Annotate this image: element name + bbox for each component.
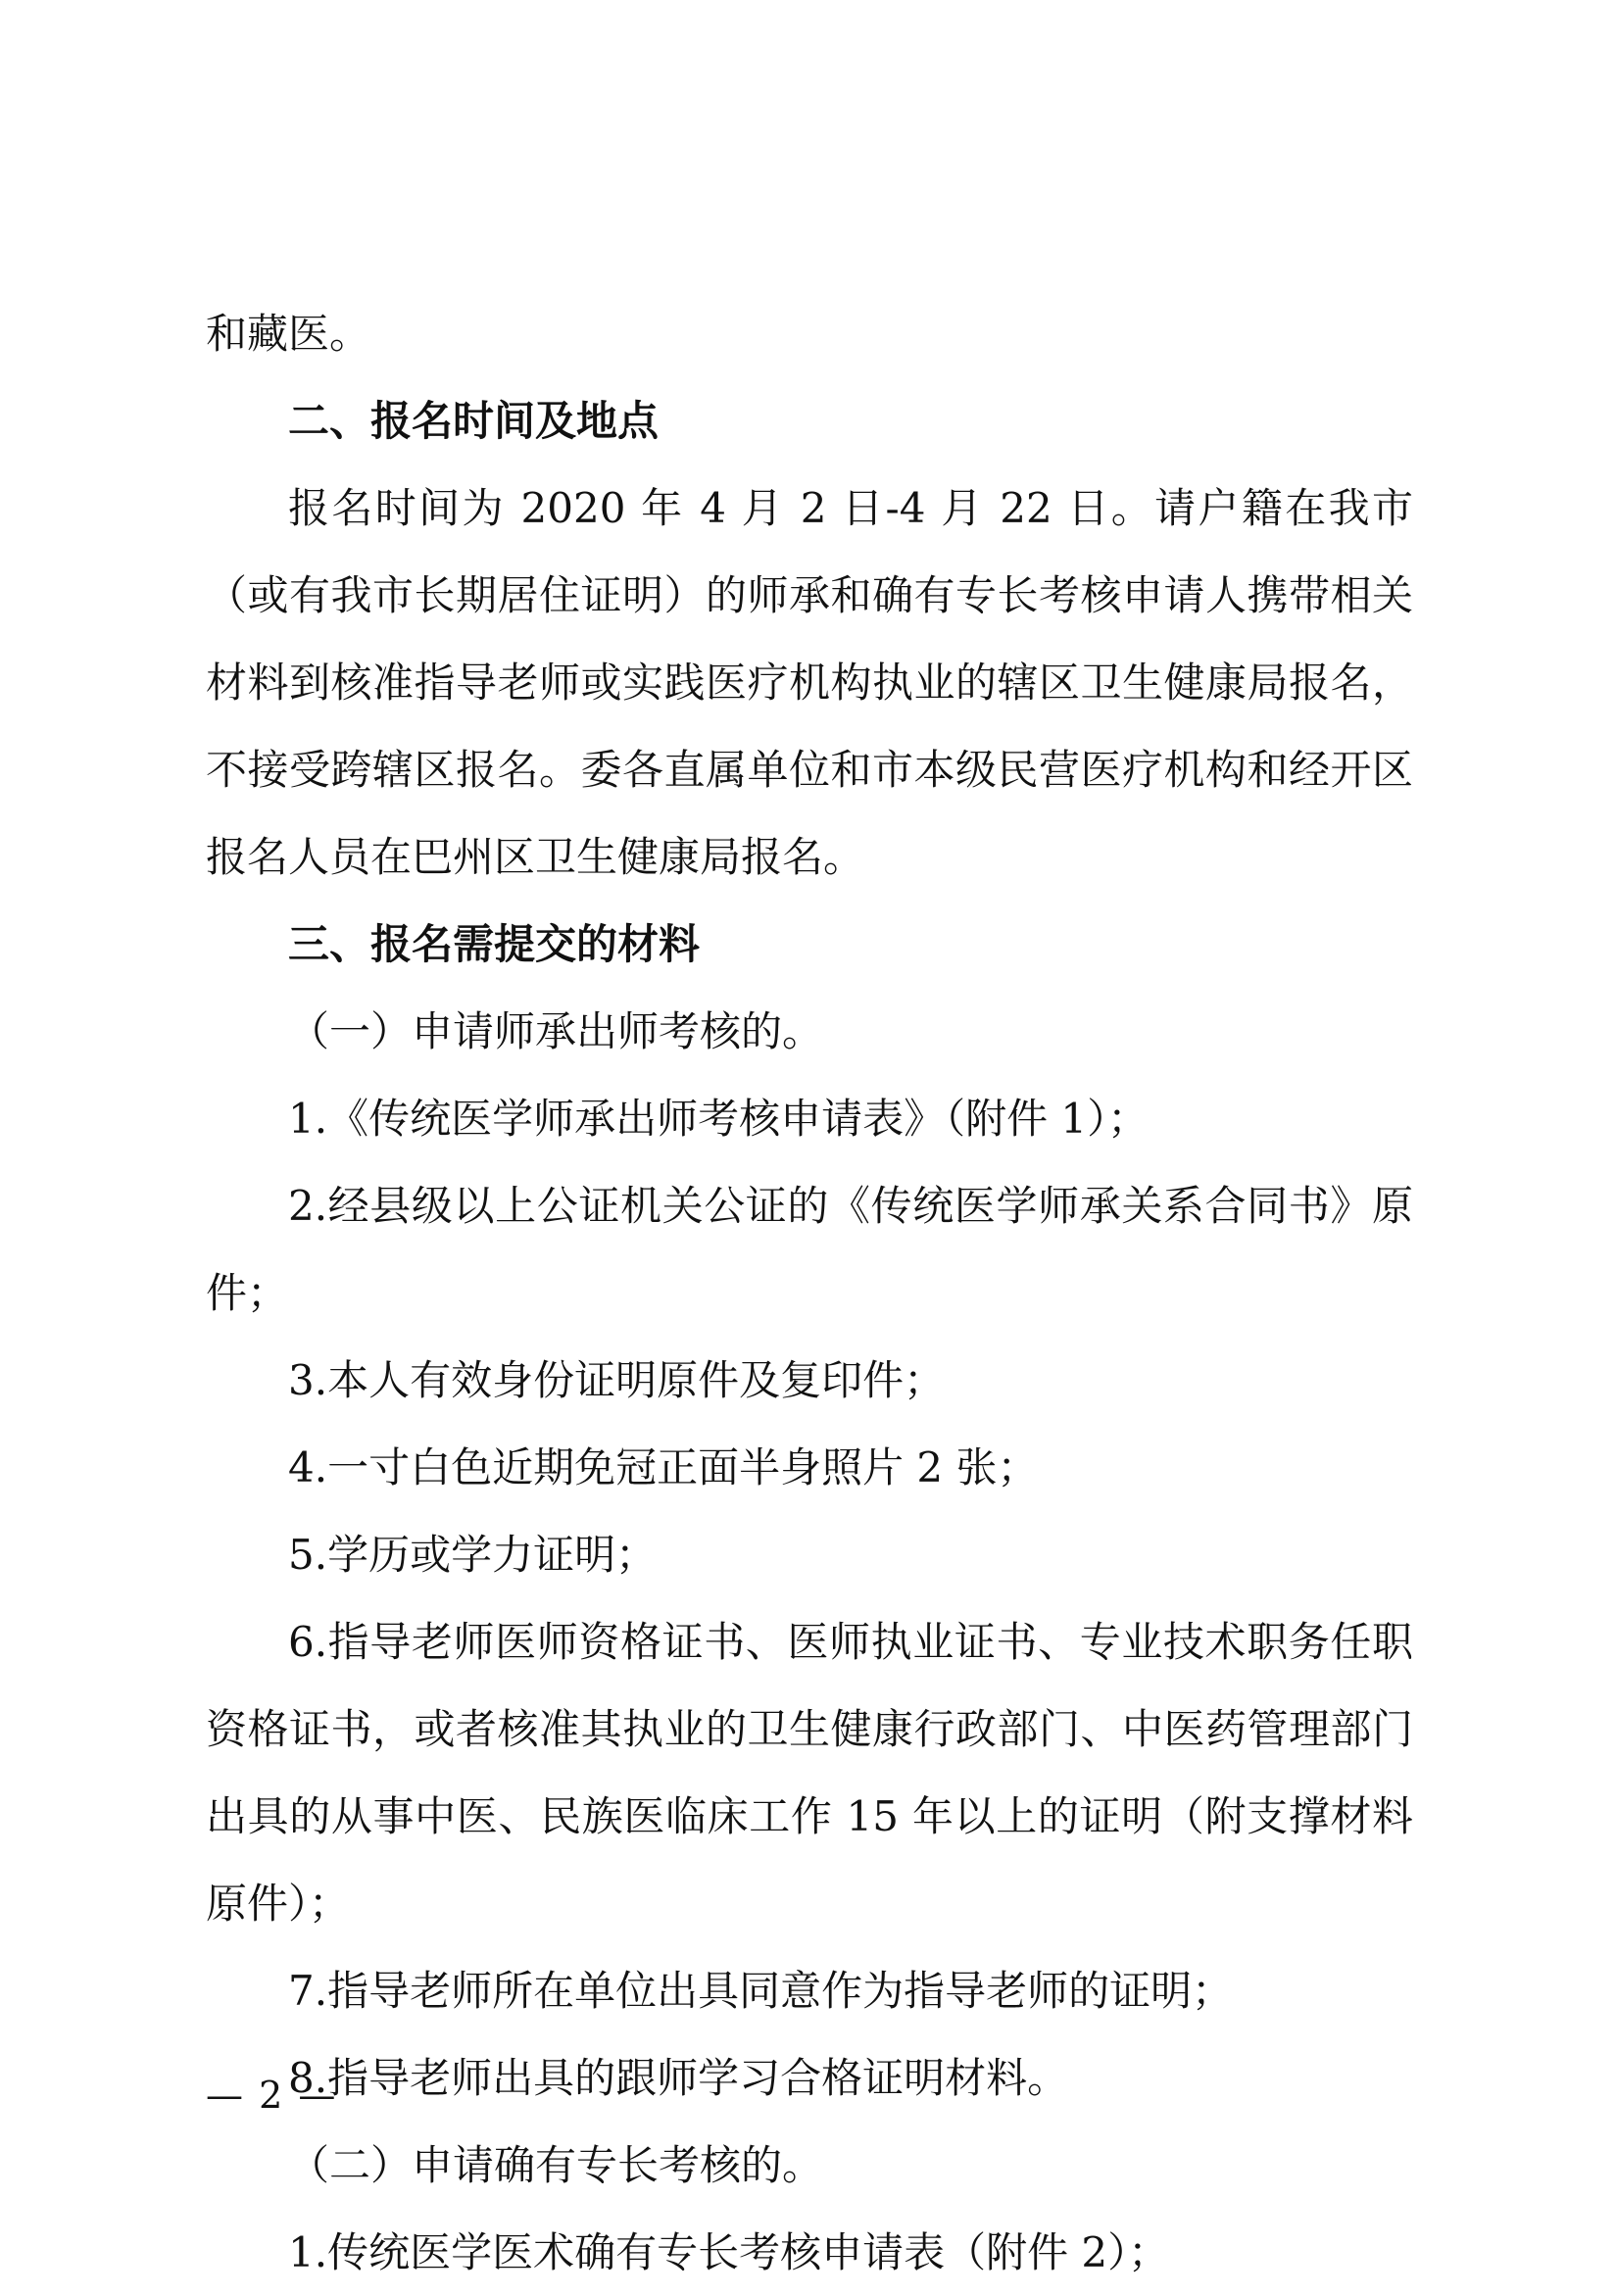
subsection-heading: （二）申请确有专长考核的。 [288,2141,824,2189]
list-item: 3.本人有效身份证明原件及复印件； [288,1356,946,1404]
list-item: 1.《传统医学师承出师考核申请表》（附件 1）； [288,1095,1150,1143]
paragraph: 报名时间为 2020 年 4 月 2 日-4 月 22 日。请户籍在我市（或有我市长期居住证明）的师承和确有专长考核申请人携带相关材料到核准指导老师或实践医疗机构执业的辖区卫生健康局报名，不接受跨辖区报名。委各直属单位和市本级民营医疗机构和经开区报名人员在巴州区卫生健康局报名。 [206,484,1413,881]
document-body [206,290,1413,2296]
list-item: 1.传统医学医术确有专长考核申请表（附件 2）； [288,2228,1170,2276]
list-item: 2.经县级以上公证机关公证的《传统医学师承关系合同书》原件； [206,1182,1413,1317]
list-item: 7.指导老师所在单位出具同意作为指导老师的证明； [288,1967,1234,2015]
list-item: 6.指导老师医师资格证书、医师执业证书、专业技术职务任职资格证书，或者核准其执业的卫生健康行政部门、中医药管理部门出具的从事中医、民族医临床工作 15 年以上的证明（附支撑材料原件）； [206,1618,1413,1928]
subsection-heading: （一）申请师承出师考核的。 [288,1007,824,1055]
section-heading: 二、报名时间及地点 [288,397,660,445]
list-item: 4.一寸白色近期免冠正面半身照片 2 张； [288,1443,1039,1491]
list-item: 5.学历或学力证明； [288,1531,658,1579]
paragraph: 和藏医。 [206,310,371,358]
page-number: — 2 — [206,2074,338,2117]
section-heading: 三、报名需提交的材料 [288,920,701,968]
list-item: 8.指导老师出具的跟师学习合格证明材料。 [288,2054,1069,2102]
